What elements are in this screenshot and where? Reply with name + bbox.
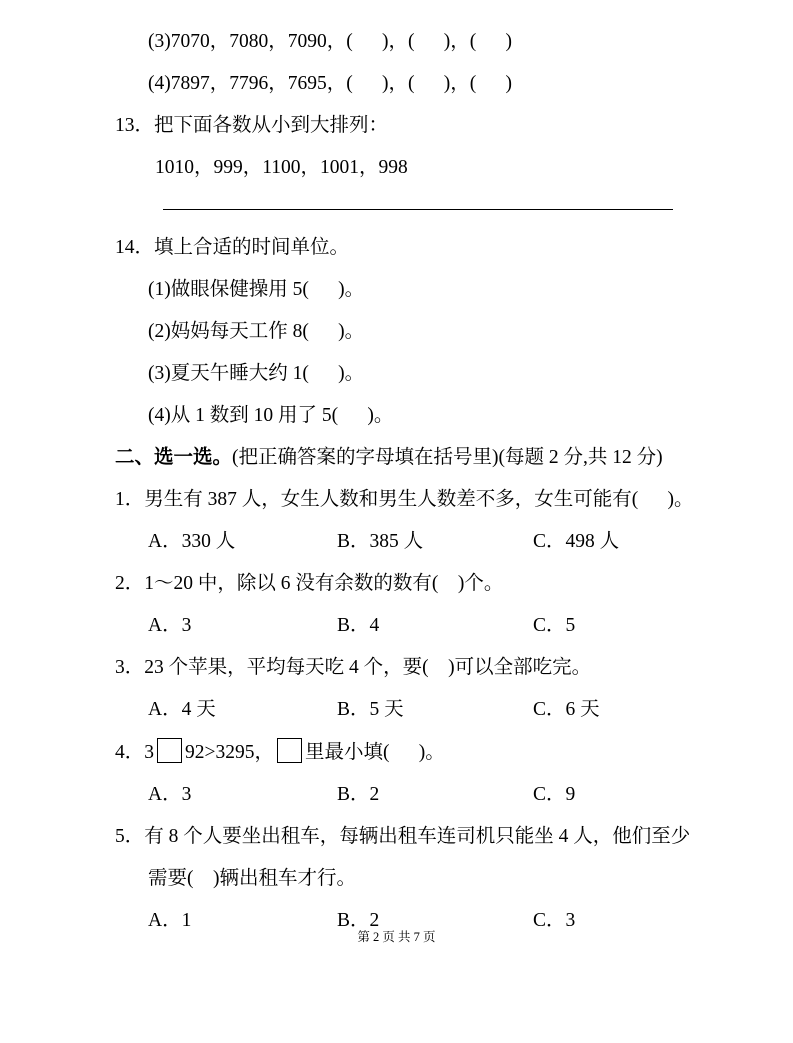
question-14-item-3: (3)夏天午睡大约 1( )。 xyxy=(148,363,365,384)
question-13-numbers: 1010，999，1100，1001，998 xyxy=(155,157,408,178)
question-13-title: 13．把下面各数从小到大排列： xyxy=(115,115,389,136)
choice-1-option-b: B．385 人 xyxy=(337,531,424,552)
sequence-line-3: (3)7070，7080，7090，( )，( )，( ) xyxy=(148,31,512,52)
sequence-line-4: (4)7897，7796，7695，( )，( )，( ) xyxy=(148,73,512,94)
choice-4-stem xyxy=(115,738,738,766)
question-14-item-2: (2)妈妈每天工作 8( )。 xyxy=(148,321,365,342)
choice-1-stem: 1．男生有 387 人，女生人数和男生人数差不多，女生可能有( )。 xyxy=(115,489,694,510)
choice-5-option-c: C．3 xyxy=(533,910,576,931)
choice-5-stem-line1: 5．有 8 个人要坐出租车，每辆出租车连司机只能坐 4 人，他们至少 xyxy=(115,826,691,847)
choice-2-stem: 2．1～20 中，除以 6 没有余数的数有( )个。 xyxy=(115,573,504,594)
choice-5-stem-line2: 需要( )辆出租车才行。 xyxy=(148,868,356,889)
choice-1-options xyxy=(148,528,738,555)
question-14-item-4: (4)从 1 数到 10 用了 5( )。 xyxy=(148,405,394,426)
choice-4-stem-part1: 4．3 xyxy=(115,742,155,763)
choice-3-stem: 3．23 个苹果，平均每天吃 4 个，要( )可以全部吃完。 xyxy=(115,657,592,678)
blank-box-1 xyxy=(157,738,182,763)
choice-2-option-b: B．4 xyxy=(337,615,380,636)
choice-2-options xyxy=(148,612,738,639)
choice-4-option-a: A．3 xyxy=(148,784,192,805)
choice-4-stem-part3: 里最小填( )。 xyxy=(305,742,445,763)
question-14-title: 14．填上合适的时间单位。 xyxy=(115,237,350,258)
choice-3-option-b: B．5 天 xyxy=(337,699,404,720)
choice-2-option-a: A．3 xyxy=(148,615,192,636)
choice-5-option-b: B．2 xyxy=(337,910,380,931)
choice-2-option-c: C．5 xyxy=(533,615,576,636)
choice-3-options xyxy=(148,696,738,723)
section-2-note: (把正确答案的字母填在括号里)(每题 2 分,共 12 分) xyxy=(232,447,663,468)
choice-5-option-a: A．1 xyxy=(148,910,192,931)
choice-4-stem-part2: 92>3295， xyxy=(185,742,275,763)
choice-4-options xyxy=(148,781,738,808)
section-2-header xyxy=(115,444,738,471)
answer-underline xyxy=(163,209,673,210)
page-footer: 第 2 页 共 7 页 xyxy=(357,930,436,944)
blank-box-2 xyxy=(277,738,302,763)
choice-4-option-b: B．2 xyxy=(337,784,380,805)
choice-1-option-a: A．330 人 xyxy=(148,531,236,552)
choice-3-option-a: A．4 天 xyxy=(148,699,216,720)
choice-1-option-c: C．498 人 xyxy=(533,531,620,552)
question-14-item-1: (1)做眼保健操用 5( )。 xyxy=(148,279,365,300)
choice-4-option-c: C．9 xyxy=(533,784,576,805)
choice-3-option-c: C．6 天 xyxy=(533,699,600,720)
section-2-title: 二、选一选。 xyxy=(115,447,233,468)
